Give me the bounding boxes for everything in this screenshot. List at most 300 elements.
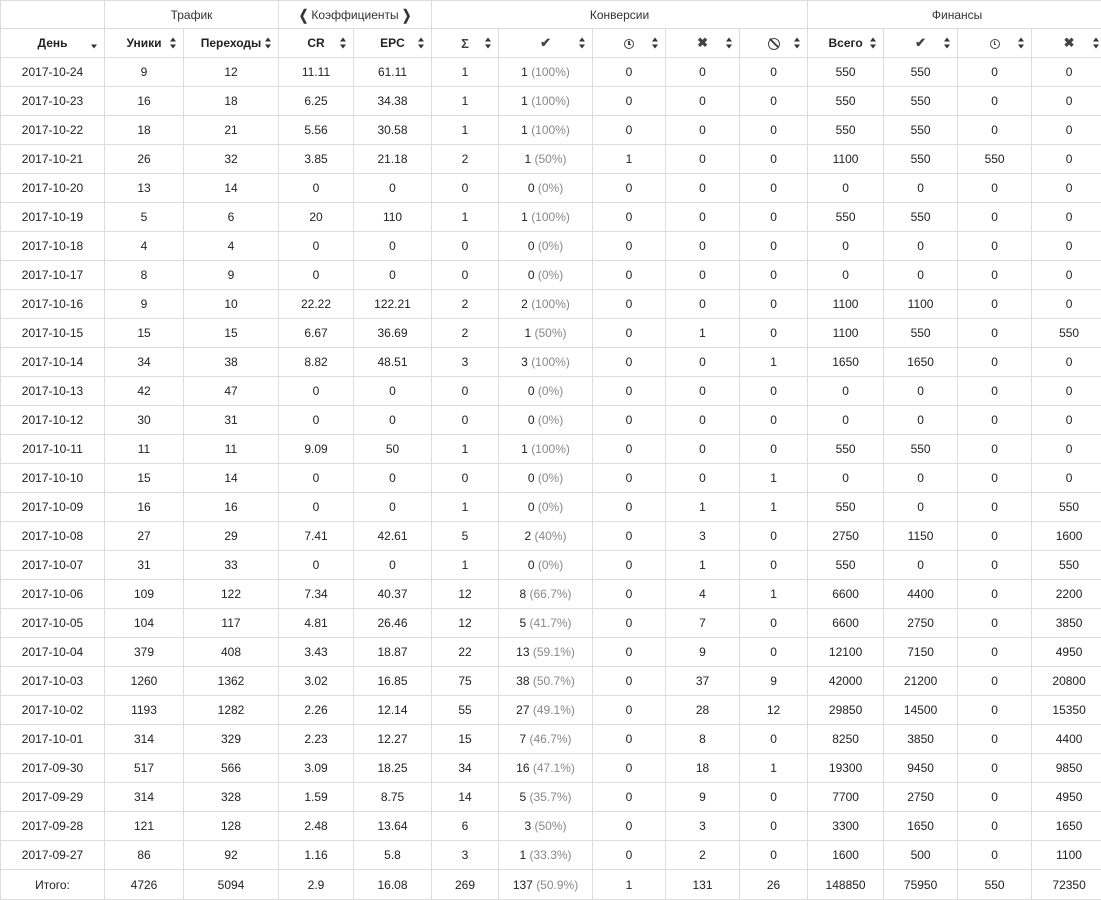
sort-icon[interactable] [418, 38, 425, 49]
cell-rejected: 0 [666, 377, 740, 406]
approved-pct: (0%) [537, 558, 564, 572]
cell-fin-rejected: 0 [1032, 58, 1101, 87]
col-sum[interactable] [432, 29, 499, 58]
cell-uniques: 15 [105, 464, 184, 493]
cell-trash: 0 [740, 812, 808, 841]
table-row [1, 841, 1101, 870]
cell-clicks: 329 [184, 725, 279, 754]
approved-pct: (33.3%) [529, 848, 572, 862]
col-rejected[interactable] [666, 29, 740, 58]
cell-total: 1100 [808, 290, 884, 319]
sort-icon[interactable] [870, 38, 877, 49]
totals-cr: 2.9 [279, 870, 354, 900]
cell-cr: 0 [279, 377, 354, 406]
cell-fin-pending: 0 [958, 116, 1032, 145]
cell-day: 2017-10-05 [1, 609, 105, 638]
sort-desc-icon[interactable] [91, 38, 98, 49]
cell-rejected: 0 [666, 116, 740, 145]
cell-total: 8250 [808, 725, 884, 754]
cell-sum: 2 [432, 319, 499, 348]
ban-icon [768, 38, 780, 50]
cell-epc: 40.37 [354, 580, 432, 609]
cell-trash: 12 [740, 696, 808, 725]
approved-pct: (41.7%) [529, 616, 572, 630]
cell-fin-rejected: 0 [1032, 406, 1101, 435]
sigma-icon: Σ [461, 35, 469, 51]
cell-approved [499, 841, 593, 870]
cell-fin-pending: 0 [958, 58, 1032, 87]
cell-approved [499, 580, 593, 609]
cell-trash: 0 [740, 319, 808, 348]
totals-clicks: 5094 [184, 870, 279, 900]
cell-day: 2017-10-16 [1, 290, 105, 319]
chevron-right-icon[interactable]: ❯ [401, 7, 412, 24]
cell-fin-pending: 0 [958, 667, 1032, 696]
cell-fin-pending: 0 [958, 638, 1032, 667]
cell-fin-rejected: 550 [1032, 319, 1101, 348]
col-fin-rejected[interactable] [1032, 29, 1101, 58]
totals-fin-approved: 75950 [884, 870, 958, 900]
cell-fin-pending: 0 [958, 551, 1032, 580]
cell-fin-rejected: 0 [1032, 203, 1101, 232]
cell-fin-pending: 0 [958, 435, 1032, 464]
cell-approved [499, 261, 593, 290]
col-epc[interactable] [354, 29, 432, 58]
cell-day: 2017-10-06 [1, 580, 105, 609]
cell-day: 2017-10-18 [1, 232, 105, 261]
sort-icon[interactable] [340, 38, 347, 49]
cell-fin-pending: 0 [958, 522, 1032, 551]
cell-approved [499, 551, 593, 580]
cell-total: 12100 [808, 638, 884, 667]
sort-icon[interactable] [944, 38, 951, 49]
cell-pending: 1 [593, 145, 666, 174]
cell-sum: 1 [432, 116, 499, 145]
cell-total: 0 [808, 232, 884, 261]
cell-day: 2017-10-07 [1, 551, 105, 580]
table-row [1, 232, 1101, 261]
table-row [1, 116, 1101, 145]
cell-fin-pending: 0 [958, 377, 1032, 406]
totals-total: 148850 [808, 870, 884, 900]
cell-day: 2017-10-22 [1, 116, 105, 145]
col-cr[interactable] [279, 29, 354, 58]
cell-pending: 0 [593, 493, 666, 522]
cell-sum: 2 [432, 290, 499, 319]
cell-approved [499, 696, 593, 725]
cell-cr: 3.09 [279, 754, 354, 783]
cell-fin-rejected: 20800 [1032, 667, 1101, 696]
cell-fin-pending: 0 [958, 783, 1032, 812]
cell-epc: 0 [354, 232, 432, 261]
cell-fin-pending: 0 [958, 464, 1032, 493]
table-row [1, 87, 1101, 116]
col-trash[interactable] [740, 29, 808, 58]
cell-approved [499, 116, 593, 145]
sort-icon[interactable] [579, 38, 586, 49]
cell-uniques: 314 [105, 783, 184, 812]
cell-fin-pending: 0 [958, 812, 1032, 841]
cell-uniques: 1193 [105, 696, 184, 725]
cell-clicks: 29 [184, 522, 279, 551]
cell-clicks: 14 [184, 464, 279, 493]
approved-count: 1 [521, 442, 528, 456]
cell-epc: 110 [354, 203, 432, 232]
cell-pending: 0 [593, 203, 666, 232]
cell-cr: 6.67 [279, 319, 354, 348]
cell-epc: 0 [354, 464, 432, 493]
cell-rejected: 3 [666, 812, 740, 841]
cell-epc: 18.25 [354, 754, 432, 783]
cell-epc: 16.85 [354, 667, 432, 696]
cell-rejected: 7 [666, 609, 740, 638]
cell-fin-approved: 7150 [884, 638, 958, 667]
cell-trash: 1 [740, 464, 808, 493]
cell-pending: 0 [593, 667, 666, 696]
cell-epc: 0 [354, 261, 432, 290]
cell-fin-approved: 2750 [884, 783, 958, 812]
cell-epc: 30.58 [354, 116, 432, 145]
cell-clicks: 33 [184, 551, 279, 580]
cell-pending: 0 [593, 551, 666, 580]
approved-count: 3 [524, 819, 532, 833]
approved-count: 1 [521, 123, 528, 137]
cell-pending: 0 [593, 319, 666, 348]
cell-fin-approved: 550 [884, 319, 958, 348]
cell-approved [499, 58, 593, 87]
cell-cr: 3.43 [279, 638, 354, 667]
cell-clicks: 92 [184, 841, 279, 870]
cell-epc: 34.38 [354, 87, 432, 116]
cell-fin-rejected: 0 [1032, 464, 1101, 493]
cell-epc: 0 [354, 406, 432, 435]
sort-icon[interactable] [726, 38, 733, 49]
cell-rejected: 0 [666, 232, 740, 261]
cell-fin-rejected: 1650 [1032, 812, 1101, 841]
sort-icon[interactable] [652, 38, 659, 49]
table-row [1, 58, 1101, 87]
cell-day: 2017-10-02 [1, 696, 105, 725]
approved-pct: (0%) [537, 239, 564, 253]
cell-trash: 0 [740, 174, 808, 203]
cell-day: 2017-09-27 [1, 841, 105, 870]
cell-uniques: 42 [105, 377, 184, 406]
approved-count: 0 [527, 500, 535, 514]
cell-pending: 0 [593, 580, 666, 609]
cell-sum: 3 [432, 348, 499, 377]
cell-trash: 0 [740, 406, 808, 435]
cell-epc: 36.69 [354, 319, 432, 348]
cell-fin-approved: 4400 [884, 580, 958, 609]
cell-sum: 6 [432, 812, 499, 841]
cell-cr: 5.56 [279, 116, 354, 145]
cell-clicks: 1362 [184, 667, 279, 696]
approved-pct: (47.1%) [532, 761, 575, 775]
col-total[interactable] [808, 29, 884, 58]
cell-trash: 0 [740, 116, 808, 145]
sort-icon[interactable] [1018, 38, 1025, 49]
cell-trash: 0 [740, 638, 808, 667]
totals-fin-pending: 550 [958, 870, 1032, 900]
approved-pct: (100%) [531, 123, 570, 137]
approved-count: 0 [527, 413, 535, 427]
totals-sum: 269 [432, 870, 499, 900]
cell-approved [499, 145, 593, 174]
sort-icon[interactable] [265, 38, 272, 49]
cell-sum: 14 [432, 783, 499, 812]
approved-pct: (100%) [531, 297, 570, 311]
cell-epc: 5.8 [354, 841, 432, 870]
table-row [1, 522, 1101, 551]
cell-cr: 2.48 [279, 812, 354, 841]
group-conversions: Конверсии [432, 1, 808, 29]
table-row [1, 464, 1101, 493]
cell-uniques: 13 [105, 174, 184, 203]
table-body [1, 58, 1101, 870]
totals-approved-pct: (50.9%) [536, 877, 579, 892]
cell-pending: 0 [593, 725, 666, 754]
cell-uniques: 18 [105, 116, 184, 145]
cell-rejected: 0 [666, 464, 740, 493]
cell-uniques: 27 [105, 522, 184, 551]
approved-count: 0 [527, 181, 535, 195]
cell-sum: 12 [432, 609, 499, 638]
cell-rejected: 1 [666, 493, 740, 522]
cell-clicks: 21 [184, 116, 279, 145]
cell-rejected: 0 [666, 203, 740, 232]
cell-approved [499, 667, 593, 696]
cell-rejected: 9 [666, 783, 740, 812]
cell-approved [499, 174, 593, 203]
approved-count: 1 [521, 94, 528, 108]
cell-day: 2017-10-21 [1, 145, 105, 174]
cell-day: 2017-10-23 [1, 87, 105, 116]
cell-epc: 0 [354, 551, 432, 580]
cell-pending: 0 [593, 377, 666, 406]
clock-icon [990, 39, 1000, 49]
cell-approved [499, 493, 593, 522]
cell-total: 1650 [808, 348, 884, 377]
cell-fin-pending: 0 [958, 319, 1032, 348]
cell-clicks: 122 [184, 580, 279, 609]
table-row [1, 812, 1101, 841]
approved-pct: (50%) [534, 152, 567, 166]
cell-epc: 50 [354, 435, 432, 464]
table-row [1, 638, 1101, 667]
cell-cr: 9.09 [279, 435, 354, 464]
chevron-left-icon[interactable]: ❮ [298, 7, 309, 24]
cell-rejected: 0 [666, 290, 740, 319]
cell-epc: 8.75 [354, 783, 432, 812]
cell-sum: 5 [432, 522, 499, 551]
cell-fin-pending: 0 [958, 261, 1032, 290]
table-row [1, 725, 1101, 754]
cell-fin-approved: 550 [884, 58, 958, 87]
col-pending[interactable] [593, 29, 666, 58]
cell-total: 6600 [808, 580, 884, 609]
cell-pending: 0 [593, 87, 666, 116]
cell-total: 1100 [808, 145, 884, 174]
cell-uniques: 15 [105, 319, 184, 348]
cell-epc: 0 [354, 174, 432, 203]
cell-trash: 0 [740, 377, 808, 406]
table-row [1, 609, 1101, 638]
col-uniques[interactable] [105, 29, 184, 58]
col-approved[interactable] [499, 29, 593, 58]
cell-fin-approved: 14500 [884, 696, 958, 725]
cell-day: 2017-10-24 [1, 58, 105, 87]
cell-sum: 0 [432, 174, 499, 203]
cell-pending: 0 [593, 754, 666, 783]
cell-clicks: 12 [184, 58, 279, 87]
cell-total: 0 [808, 261, 884, 290]
table-row [1, 435, 1101, 464]
cell-epc: 48.51 [354, 348, 432, 377]
approved-pct: (100%) [531, 94, 570, 108]
totals-rejected: 131 [666, 870, 740, 900]
sort-icon[interactable] [485, 38, 492, 49]
cell-fin-rejected: 0 [1032, 435, 1101, 464]
cell-day: 2017-10-09 [1, 493, 105, 522]
cell-trash: 0 [740, 145, 808, 174]
table-row [1, 667, 1101, 696]
cell-fin-approved: 500 [884, 841, 958, 870]
cell-day: 2017-10-03 [1, 667, 105, 696]
approved-pct: (0%) [537, 384, 564, 398]
cell-sum: 0 [432, 464, 499, 493]
approved-count: 1 [519, 848, 527, 862]
cell-uniques: 34 [105, 348, 184, 377]
approved-count: 8 [519, 587, 527, 601]
cell-uniques: 314 [105, 725, 184, 754]
cell-fin-rejected: 0 [1032, 145, 1101, 174]
cell-rejected: 18 [666, 754, 740, 783]
cell-fin-approved: 0 [884, 261, 958, 290]
cell-day: 2017-10-17 [1, 261, 105, 290]
sort-icon[interactable] [170, 38, 177, 49]
cell-cr: 2.23 [279, 725, 354, 754]
cell-clicks: 6 [184, 203, 279, 232]
cell-pending: 0 [593, 290, 666, 319]
cell-sum: 3 [432, 841, 499, 870]
cell-uniques: 26 [105, 145, 184, 174]
cell-rejected: 0 [666, 435, 740, 464]
cell-sum: 1 [432, 203, 499, 232]
cell-clicks: 14 [184, 174, 279, 203]
cell-pending: 0 [593, 116, 666, 145]
col-fin-approved[interactable] [884, 29, 958, 58]
cell-sum: 0 [432, 232, 499, 261]
cell-approved [499, 232, 593, 261]
cell-fin-pending: 550 [958, 145, 1032, 174]
cell-trash: 0 [740, 261, 808, 290]
approved-count: 16 [516, 761, 530, 775]
cell-clicks: 31 [184, 406, 279, 435]
cell-cr: 0 [279, 406, 354, 435]
sort-icon[interactable] [794, 38, 801, 49]
table-row [1, 754, 1101, 783]
sort-icon[interactable] [1093, 38, 1100, 49]
cell-pending: 0 [593, 174, 666, 203]
cell-fin-rejected: 2200 [1032, 580, 1101, 609]
approved-count: 1 [524, 152, 532, 166]
approved-pct: (59.1%) [532, 645, 575, 659]
cell-trash: 9 [740, 667, 808, 696]
cell-approved [499, 319, 593, 348]
cell-sum: 15 [432, 725, 499, 754]
cell-fin-rejected: 4950 [1032, 783, 1101, 812]
cell-pending: 0 [593, 464, 666, 493]
cell-fin-rejected: 0 [1032, 232, 1101, 261]
approved-pct: (100%) [531, 65, 570, 79]
cell-uniques: 30 [105, 406, 184, 435]
approved-count: 2 [524, 529, 532, 543]
approved-pct: (40%) [534, 529, 567, 543]
group-coefficients[interactable] [279, 1, 432, 29]
col-epc-label: EPC [380, 36, 405, 50]
cell-rejected: 2 [666, 841, 740, 870]
cell-pending: 0 [593, 696, 666, 725]
cell-total: 0 [808, 464, 884, 493]
cell-trash: 1 [740, 348, 808, 377]
cell-trash: 0 [740, 609, 808, 638]
cell-uniques: 104 [105, 609, 184, 638]
cell-sum: 2 [432, 145, 499, 174]
approved-count: 0 [527, 558, 535, 572]
cell-cr: 0 [279, 174, 354, 203]
totals-approved [499, 870, 593, 900]
cell-trash: 1 [740, 754, 808, 783]
cell-uniques: 31 [105, 551, 184, 580]
table-row [1, 145, 1101, 174]
cell-sum: 0 [432, 377, 499, 406]
cell-fin-pending: 0 [958, 348, 1032, 377]
cell-clicks: 1282 [184, 696, 279, 725]
cell-approved [499, 348, 593, 377]
cell-day: 2017-10-10 [1, 464, 105, 493]
cell-pending: 0 [593, 348, 666, 377]
cell-clicks: 47 [184, 377, 279, 406]
cell-cr: 0 [279, 232, 354, 261]
approved-pct: (66.7%) [529, 587, 572, 601]
totals-trash: 26 [740, 870, 808, 900]
cell-clicks: 11 [184, 435, 279, 464]
cell-fin-approved: 0 [884, 174, 958, 203]
totals-pending: 1 [593, 870, 666, 900]
cell-sum: 12 [432, 580, 499, 609]
cell-uniques: 9 [105, 58, 184, 87]
cell-cr: 3.85 [279, 145, 354, 174]
col-fin-pending[interactable] [958, 29, 1032, 58]
approved-count: 0 [527, 268, 535, 282]
cell-trash: 0 [740, 87, 808, 116]
col-day[interactable] [1, 29, 105, 58]
cell-fin-approved: 1150 [884, 522, 958, 551]
cell-uniques: 517 [105, 754, 184, 783]
totals-uniq: 4726 [105, 870, 184, 900]
col-clicks[interactable] [184, 29, 279, 58]
cell-total: 1100 [808, 319, 884, 348]
column-header-row [1, 29, 1101, 58]
cell-rejected: 0 [666, 145, 740, 174]
approved-pct: (46.7%) [529, 732, 572, 746]
cell-cr: 22.22 [279, 290, 354, 319]
cell-fin-rejected: 1100 [1032, 841, 1101, 870]
cell-epc: 12.14 [354, 696, 432, 725]
cell-pending: 0 [593, 638, 666, 667]
table-row [1, 348, 1101, 377]
cell-cr: 11.11 [279, 58, 354, 87]
